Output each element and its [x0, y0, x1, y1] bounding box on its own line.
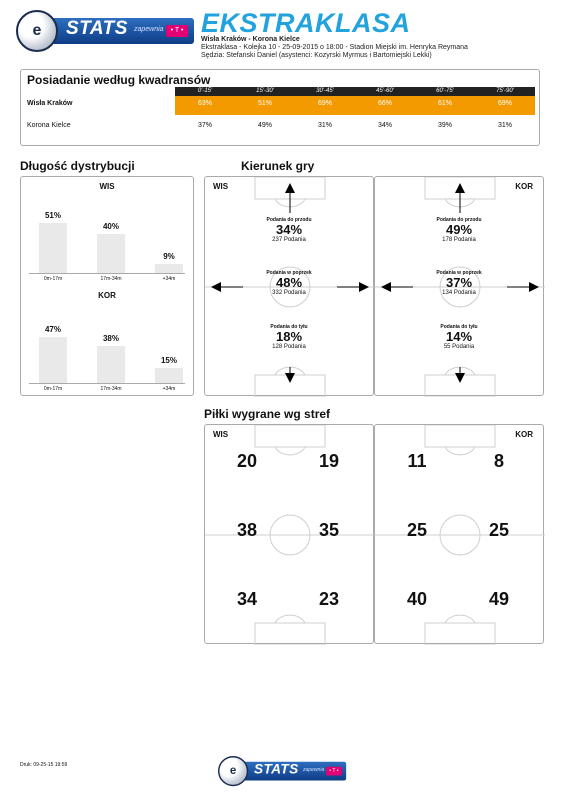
- ball-icon: e: [218, 756, 248, 786]
- period-label: 45'-60': [376, 88, 394, 94]
- forward-count: 237 Podania: [272, 237, 306, 243]
- period-label: 75'-90': [496, 88, 514, 94]
- forward-stat: [205, 217, 373, 243]
- possession-row-away: [21, 115, 539, 137]
- logo-sub: zapewnia: [302, 767, 325, 773]
- distribution-title: Długość dystrybucji: [20, 159, 135, 173]
- distribution-bar: [39, 337, 67, 383]
- direction-title: Kierunek gry: [241, 159, 315, 173]
- logo-sub: zapewnia: [134, 26, 164, 33]
- ball-icon: e: [16, 10, 58, 52]
- backward-stat: [205, 324, 373, 350]
- stats-logo: [16, 10, 196, 50]
- zones-team: WIS: [213, 430, 229, 439]
- possession-value: 31%: [317, 122, 332, 129]
- forward-stat: [375, 217, 543, 243]
- telekom-icon: • T •: [166, 25, 188, 37]
- possession-header: [175, 87, 535, 96]
- direction-box-away: [374, 176, 544, 396]
- possession-value: 66%: [377, 100, 392, 107]
- distribution-value: 40%: [102, 221, 119, 231]
- possession-value: 49%: [257, 122, 272, 129]
- forward-pct: 49%: [445, 222, 473, 237]
- distribution-team: WIS: [99, 182, 115, 191]
- period-label: 15'-30': [256, 88, 274, 94]
- distribution-value: 38%: [102, 333, 119, 343]
- zone-value: 20: [236, 451, 258, 471]
- across-stat: [375, 270, 543, 296]
- forward-label: Podania do przodu: [436, 217, 482, 223]
- match-details: Ekstraklasa - Kolejka 10 - 25-09-2015 o 18:00 - Stadion Miejski im. Henryka Reymana: [201, 44, 468, 51]
- zone-value: 38: [236, 520, 258, 540]
- possession-value: 34%: [377, 122, 392, 129]
- zone-value: 19: [318, 451, 340, 471]
- distribution-axis: [29, 273, 185, 274]
- match-name: Wisła Kraków - Korona Kielce: [201, 36, 300, 43]
- possession-value: 61%: [437, 100, 452, 107]
- zone-value: 25: [488, 520, 510, 540]
- backward-arrow-icon: [455, 373, 465, 383]
- backward-count: 128 Podania: [272, 344, 306, 350]
- distribution-value: 51%: [44, 211, 61, 221]
- period-label: 30'-45': [316, 88, 334, 94]
- zones-box-away: [374, 424, 544, 644]
- bottom-arc: [275, 615, 305, 623]
- distribution-bar: [155, 368, 183, 383]
- page-title: EKSTRAKLASA: [201, 8, 411, 38]
- top-penalty-box: [255, 425, 325, 447]
- direction-team: KOR: [515, 182, 533, 191]
- possession-panel: [20, 69, 540, 146]
- distribution-axis: [29, 383, 185, 384]
- backward-label: Podania do tyłu: [270, 324, 308, 330]
- distribution-label: 17m-34m: [100, 386, 122, 392]
- zone-value: 11: [407, 451, 427, 471]
- across-count: 332 Podania: [272, 290, 306, 296]
- backward-arrow-icon: [285, 373, 295, 383]
- zone-value: 23: [318, 589, 340, 609]
- bottom-penalty-box: [425, 623, 495, 645]
- zone-value: 34: [236, 589, 258, 609]
- distribution-label: 17m-34m: [100, 276, 122, 282]
- logo-text: STATS: [66, 18, 128, 39]
- zone-value: 49: [488, 589, 510, 609]
- top-arc: [275, 447, 305, 455]
- bottom-arc: [445, 615, 475, 623]
- possession-value: 37%: [197, 122, 212, 129]
- forward-pct: 34%: [275, 222, 303, 237]
- backward-stat: [375, 324, 543, 350]
- zones-box-home: [204, 424, 374, 644]
- possession-value: 39%: [437, 122, 452, 129]
- zone-value: 8: [493, 451, 504, 471]
- zone-value: 35: [318, 520, 340, 540]
- possession-team: Korona Kielce: [27, 122, 71, 129]
- distribution-bar: [155, 264, 183, 273]
- distribution-value: 47%: [44, 324, 61, 334]
- footer-logo: [218, 756, 348, 785]
- backward-pct: 14%: [445, 329, 473, 344]
- across-label: Podania w poprzek: [266, 270, 312, 276]
- period-label: 0'-15': [197, 88, 213, 94]
- across-label: Podania w poprzek: [436, 270, 482, 276]
- across-pct: 37%: [445, 275, 473, 290]
- distribution-bar: [39, 223, 67, 273]
- forward-label: Podania do przodu: [266, 217, 312, 223]
- zones-team: KOR: [515, 430, 533, 439]
- across-count: 134 Podania: [442, 290, 476, 296]
- distribution-label: 0m-17m: [43, 276, 63, 282]
- possession-title: Posiadanie według kwadransów: [27, 73, 211, 87]
- backward-count: 55 Podania: [443, 344, 475, 350]
- distribution-label: +34m: [162, 386, 176, 392]
- backward-pct: 18%: [275, 329, 303, 344]
- bottom-penalty-box: [255, 623, 325, 645]
- distribution-value: 15%: [160, 356, 177, 366]
- possession-value: 51%: [257, 100, 272, 107]
- zone-value: 40: [406, 589, 428, 609]
- top-penalty-box: [425, 425, 495, 447]
- period-label: 60'-75': [436, 88, 454, 94]
- logo-text: STATS: [254, 761, 299, 777]
- possession-value: 63%: [197, 100, 212, 107]
- direction-box-home: [204, 176, 374, 396]
- possession-team: Wisła Kraków: [27, 100, 73, 107]
- print-date: Druk: 09-25-15 19:59: [20, 762, 68, 768]
- possession-value: 31%: [497, 122, 512, 129]
- direction-team: WIS: [213, 182, 229, 191]
- telekom-icon: • T •: [326, 767, 342, 776]
- distribution-bar: [97, 234, 125, 273]
- forward-arrow-icon: [285, 183, 295, 193]
- distribution-bar: [97, 346, 125, 383]
- zone-value: 25: [406, 520, 428, 540]
- match-referee: Sędzia: Stefanski Daniel (asystenci: Kozyrski Myrmus i Bartomiejski Lekki): [201, 52, 432, 59]
- distribution-panel: [20, 176, 194, 396]
- distribution-label: +34m: [162, 276, 176, 282]
- distribution-team: KOR: [98, 291, 116, 300]
- possession-value: 69%: [497, 100, 512, 107]
- distribution-label: 0m-17m: [43, 386, 63, 392]
- backward-label: Podania do tyłu: [440, 324, 478, 330]
- zones-title: Piłki wygrane wg stref: [204, 407, 331, 421]
- across-stat: [205, 270, 373, 296]
- forward-arrow-icon: [455, 183, 465, 193]
- top-arc: [445, 447, 475, 455]
- across-pct: 48%: [275, 275, 303, 290]
- forward-count: 178 Podania: [442, 237, 476, 243]
- possession-row-home: [21, 93, 539, 115]
- possession-value: 69%: [317, 100, 332, 107]
- distribution-value: 9%: [163, 252, 175, 262]
